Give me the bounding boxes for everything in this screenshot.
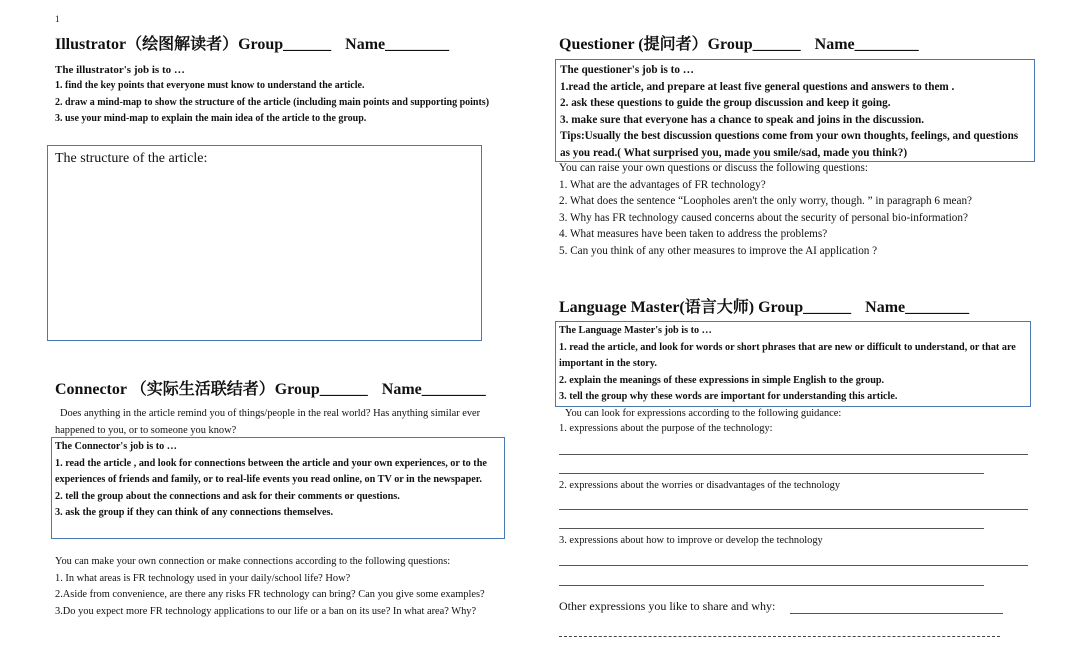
illustrator-name-label: Name________ <box>345 36 450 53</box>
connector-job-item: 3. ask the group if they can think of any connections themselves. <box>55 507 334 518</box>
connector-job-item: 1. read the article , and look for connections between the article and your own experiences, or to the experiences of friends and family, or to real-life events you read online, on TV or in the newspaper. <box>55 457 487 485</box>
connector-group-label: Connector （实际生活联结者）Group______ <box>55 381 368 398</box>
illustrator-group-label: Illustrator（绘图解读者）Group______ <box>55 36 332 53</box>
questioner-questions-intro: You can raise your own questions or discuss the following questions: <box>559 162 868 174</box>
guidance-item: 1. expressions about the purpose of the technology: <box>559 423 773 434</box>
connector-heading <box>55 381 486 399</box>
illustrator-structure-label: The structure of the article: <box>55 151 208 166</box>
questioner-job-item: 1.read the article, and prepare at least five general questions and answers to them . <box>560 80 955 93</box>
language-master-job-item: 3. tell the group why these words are important for understanding this article. <box>559 391 898 402</box>
answer-line[interactable] <box>559 528 984 529</box>
connector-question: 1. In what areas is FR technology used in your daily/school life? How? <box>55 572 351 584</box>
questioner-job-box <box>555 59 1035 162</box>
guidance-item: 3. expressions about how to improve or develop the technology <box>559 535 823 546</box>
answer-line[interactable] <box>559 454 1028 455</box>
questioner-group-label: Questioner (提问者）Group______ <box>559 36 801 53</box>
illustrator-job-item: 1. find the key points that everyone must know to understand the article. <box>55 80 365 91</box>
connector-intro: Does anything in the article remind you of things/people in the real world? Has anything similar ever happened to you, or to someone you know? <box>55 408 481 436</box>
answer-line[interactable] <box>559 509 1028 510</box>
questioner-question: 2. What does the sentence “Loopholes aren't the only worry, though. ” in paragraph 6 mean? <box>559 195 973 207</box>
language-master-job-box <box>555 321 1031 407</box>
connector-question: 3.Do you expect more FR technology applications to our life or a ban on its use? In what area? Why? <box>55 605 477 617</box>
questioner-name-label: Name________ <box>814 36 919 53</box>
connector-job-intro: The Connector's job is to … <box>55 441 177 452</box>
other-expressions-label: Other expressions you like to share and why: <box>559 599 776 613</box>
language-master-job-item: 1. read the article, and look for words or short phrases that are new or difficult to understand, or that are important in the story. <box>559 341 1016 369</box>
answer-line[interactable] <box>559 565 1028 566</box>
page-number: 1 <box>55 14 60 24</box>
answer-line[interactable] <box>559 636 1000 637</box>
questioner-question: 1. What are the advantages of FR technology? <box>559 178 766 191</box>
illustrator-structure-box[interactable] <box>47 145 482 341</box>
illustrator-heading <box>55 36 449 54</box>
language-master-job-intro: The Language Master's job is to … <box>559 325 712 336</box>
language-master-name-label: Name________ <box>865 299 970 316</box>
connector-job-box <box>51 437 505 539</box>
questioner-questions <box>559 160 1039 259</box>
guidance-item: 2. expressions about the worries or disadvantages of the technology <box>559 480 841 491</box>
questioner-job-item: 3. make sure that everyone has a chance to speak and joins in the discussion. <box>560 113 925 126</box>
connector-questions-intro: You can make your own connection or make connections according to the following questions: <box>55 556 451 567</box>
questioner-question: 4. What measures have been taken to address the problems? <box>559 228 828 240</box>
illustrator-job-item: 3. use your mind-map to explain the main idea of the article to the group. <box>55 113 367 124</box>
illustrator-job-item: 2. draw a mind-map to show the structure of the article (including main points and supporting points) <box>55 96 490 108</box>
language-master-group-label: Language Master(语言大师) Group______ <box>559 299 852 316</box>
answer-line[interactable] <box>559 473 984 474</box>
questioner-heading <box>559 36 919 54</box>
questioner-question: 3. Why has FR technology caused concerns about the security of personal bio-information? <box>559 211 968 224</box>
language-master-heading <box>559 299 969 317</box>
questioner-tips: Tips:Usually the best discussion questions come from your own thoughts, feelings, and questions as you read.( What surprised you, made you smile/sad, made you think?) <box>560 130 1019 159</box>
connector-name-label: Name________ <box>381 381 486 398</box>
answer-line[interactable] <box>559 585 984 586</box>
language-master-job-item: 2. explain the meanings of these expressions in simple English to the group. <box>559 374 885 386</box>
language-master-guidance-intro: You can look for expressions according to the following guidance: <box>565 408 842 419</box>
answer-line[interactable] <box>790 613 1003 614</box>
questioner-job-item: 2. ask these questions to guide the group discussion and keep it going. <box>560 97 891 109</box>
questioner-question: 5. Can you think of any other measures to improve the AI application ? <box>559 244 878 257</box>
connector-questions <box>55 554 525 620</box>
connector-question: 2.Aside from convenience, are there any risks FR technology can bring? Can you give some examples? <box>55 589 485 600</box>
connector-job-item: 2. tell the group about the connections and ask for their comments or questions. <box>55 490 400 502</box>
questioner-job-intro: The questioner's job is to … <box>560 64 694 76</box>
illustrator-job-list <box>55 78 520 128</box>
illustrator-job-intro: The illustrator's job is to … <box>55 64 185 76</box>
